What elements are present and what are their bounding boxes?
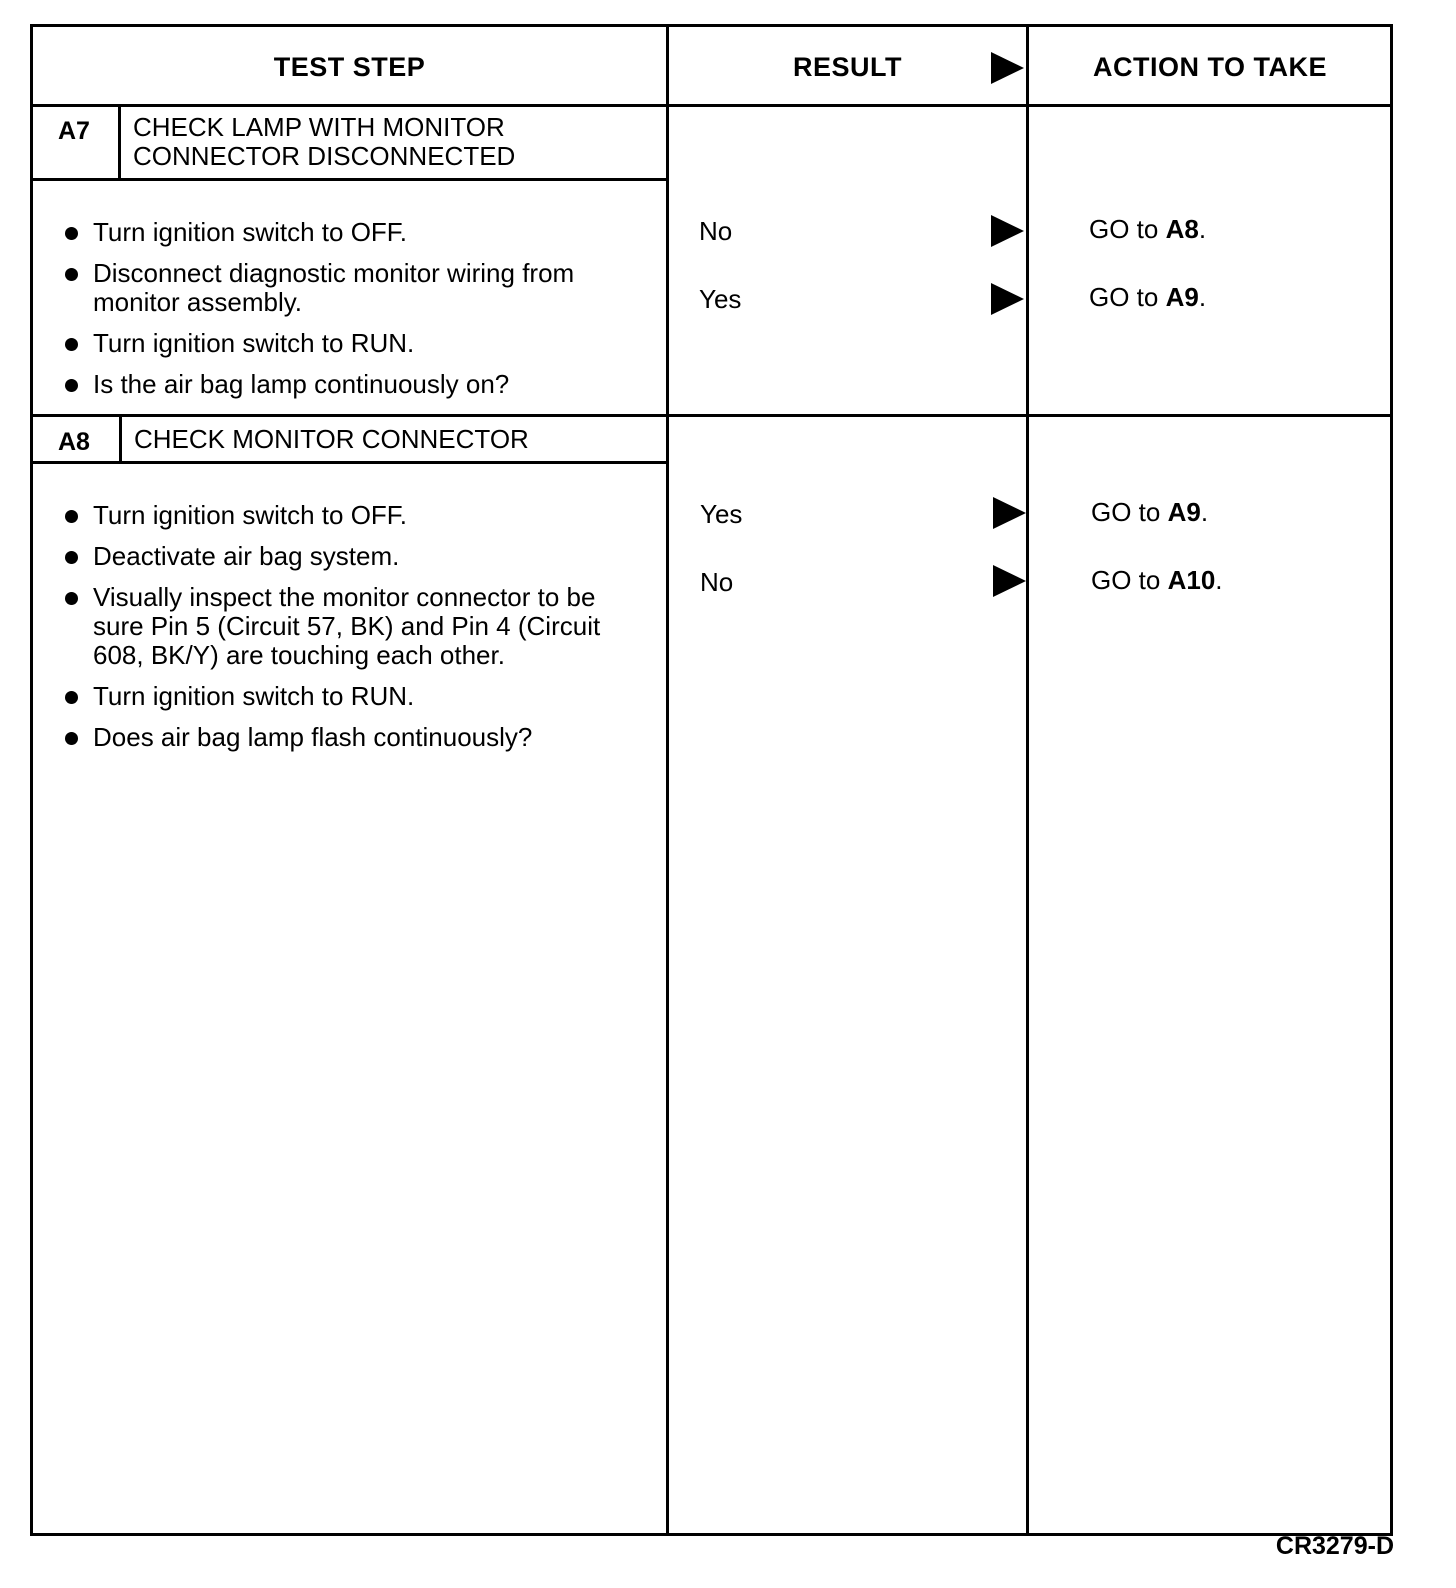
test-step-table xyxy=(30,24,1393,1536)
header-action: ACTION TO TAKE xyxy=(1093,51,1327,82)
header-arrow-icon xyxy=(991,52,1024,84)
action-text: GO to A8. xyxy=(1089,214,1207,244)
bullet-icon xyxy=(65,592,78,605)
result-arrow-icon xyxy=(991,283,1024,315)
action-text: GO to A9. xyxy=(1089,282,1207,312)
instruction-item: Deactivate air bag system. xyxy=(63,542,648,571)
instruction-item: Turn ignition switch to OFF. xyxy=(63,501,648,530)
step-divider xyxy=(33,414,1390,417)
step-id: A8 xyxy=(58,428,90,456)
result-label: Yes xyxy=(699,284,742,314)
instruction-item: Disconnect diagnostic monitor wiring from monitor assembly. xyxy=(63,259,643,317)
step-title-divider xyxy=(33,178,669,181)
figure-code: CR3279-D xyxy=(1275,1532,1394,1560)
step-title-divider xyxy=(33,461,669,464)
result-label: No xyxy=(699,216,733,246)
instruction-item: Visually inspect the monitor connector to be sure Pin 5 (Circuit 57, BK) and Pin 4 (Circuit 608, BK/Y) are touching each other. xyxy=(63,583,648,670)
result-label: No xyxy=(700,567,734,597)
result-arrow-icon xyxy=(993,565,1026,597)
bullet-icon xyxy=(65,691,78,704)
instruction-item: Turn ignition switch to OFF. xyxy=(63,218,643,247)
header-divider xyxy=(33,104,1390,107)
action-text: GO to A10. xyxy=(1091,565,1223,595)
step-id: A7 xyxy=(58,117,90,145)
step-title: CHECK LAMP WITH MONITOR CONNECTOR DISCONNECTED xyxy=(133,112,516,171)
result-arrow-icon xyxy=(993,497,1026,529)
result-label: Yes xyxy=(700,499,743,529)
step-title: CHECK MONITOR CONNECTOR xyxy=(134,424,529,454)
bullet-icon xyxy=(65,510,78,523)
column-divider-action xyxy=(1026,27,1029,1533)
step-instructions xyxy=(63,501,648,764)
step-id-divider xyxy=(119,417,122,462)
result-arrow-icon xyxy=(991,215,1024,247)
step-instructions xyxy=(63,218,643,411)
bullet-icon xyxy=(65,732,78,745)
step-id-divider xyxy=(118,107,121,179)
bullet-icon xyxy=(65,379,78,392)
header-result: RESULT xyxy=(793,51,902,82)
header-test-step: TEST STEP xyxy=(273,51,426,82)
action-text: GO to A9. xyxy=(1091,497,1209,527)
column-divider-result xyxy=(666,27,669,1533)
bullet-icon xyxy=(65,268,78,281)
instruction-item: Turn ignition switch to RUN. xyxy=(63,682,648,711)
bullet-icon xyxy=(65,551,78,564)
bullet-icon xyxy=(65,227,78,240)
instruction-item: Is the air bag lamp continuously on? xyxy=(63,370,643,399)
instruction-item: Turn ignition switch to RUN. xyxy=(63,329,643,358)
bullet-icon xyxy=(65,338,78,351)
instruction-item: Does air bag lamp flash continuously? xyxy=(63,723,648,752)
